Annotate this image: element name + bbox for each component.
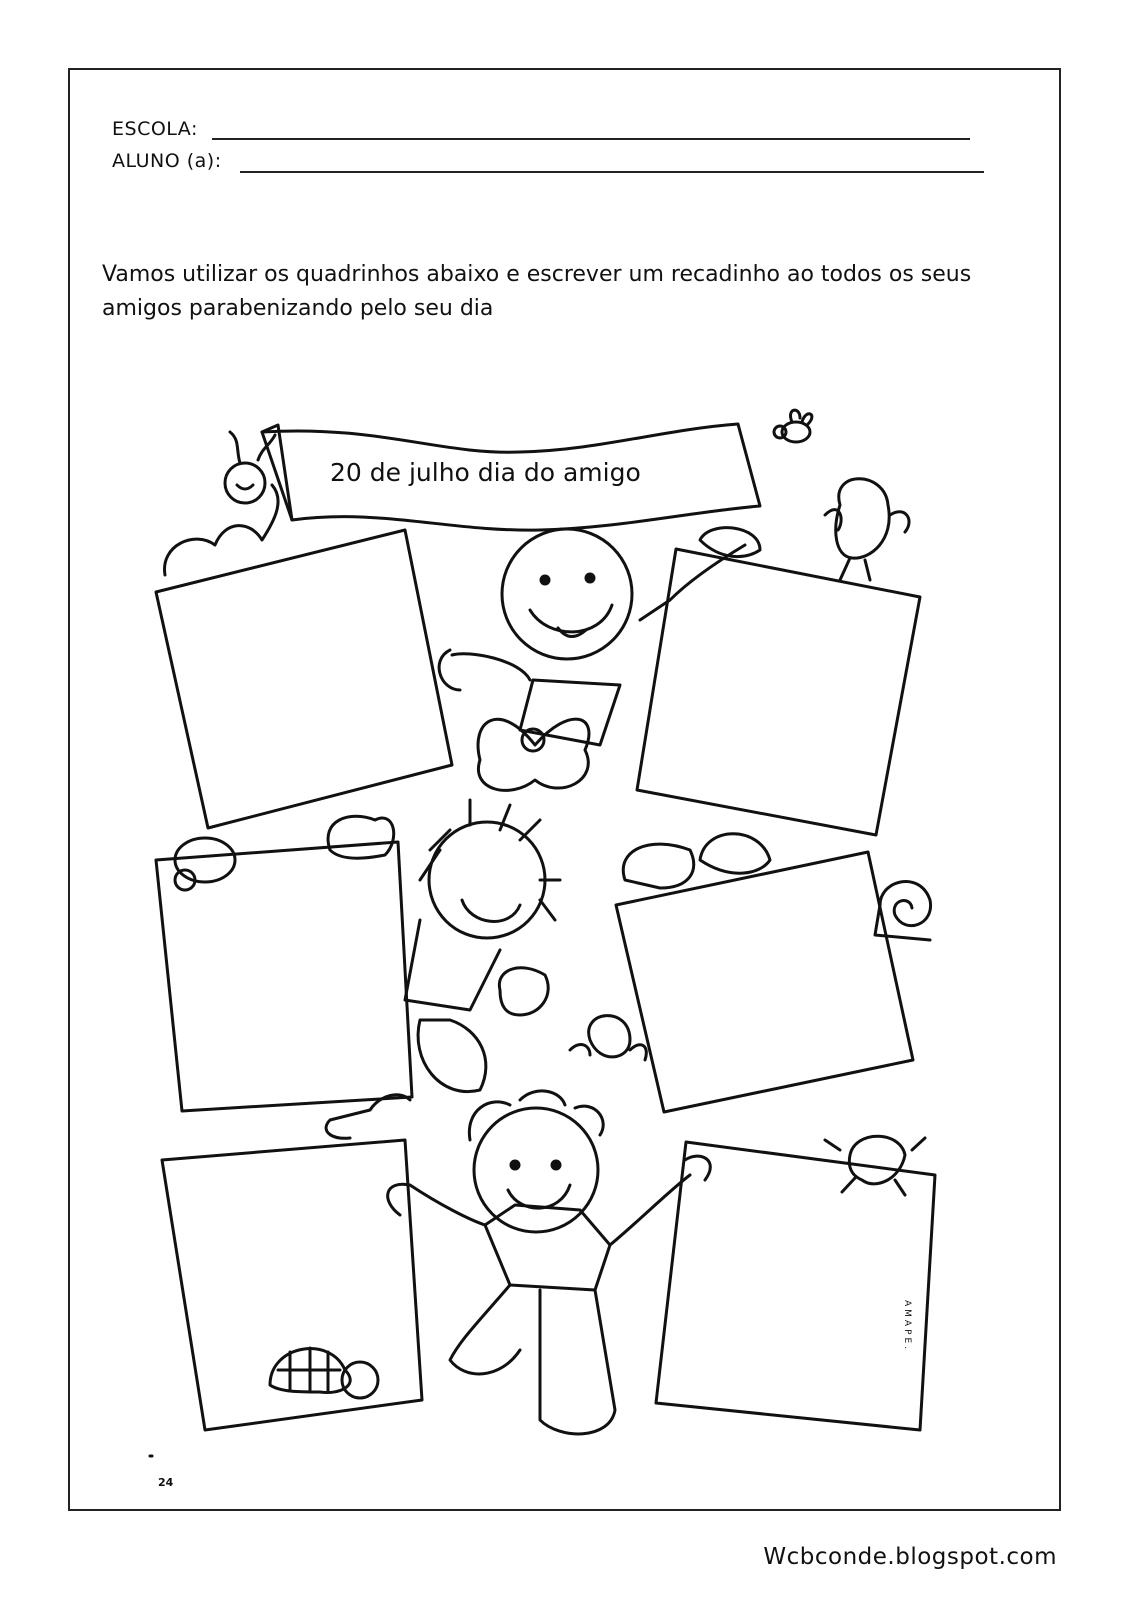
instructions-text: Vamos utilizar os quadrinhos abaixo e escrever um recadinho ao todos os seus amigos parabenizando pelo seu dia xyxy=(102,262,972,321)
snail-icon xyxy=(880,881,931,925)
shoes-icon xyxy=(623,834,770,888)
banner-title: 20 de julho dia do amigo xyxy=(330,458,641,487)
artist-signature: AMAPE. xyxy=(902,1300,912,1353)
ladybug-icon xyxy=(175,838,235,882)
footer-site: Wcbconde.blogspot.com xyxy=(763,1544,1057,1570)
strawberry-icon xyxy=(849,1136,905,1184)
student-label: ALUNO (a): xyxy=(112,150,222,172)
message-box-1 xyxy=(156,530,452,828)
worm-icon xyxy=(165,485,279,575)
page-number: 24 xyxy=(158,1476,174,1489)
message-box-5 xyxy=(162,1140,422,1430)
boy-bottom-head xyxy=(474,1108,598,1232)
message-box-4 xyxy=(616,852,913,1112)
small-bird-icon xyxy=(589,1016,630,1057)
school-label: ESCOLA: xyxy=(112,118,198,140)
bird-icon xyxy=(836,479,889,558)
message-box-6 xyxy=(656,1142,935,1430)
boy-top-head xyxy=(502,529,632,659)
